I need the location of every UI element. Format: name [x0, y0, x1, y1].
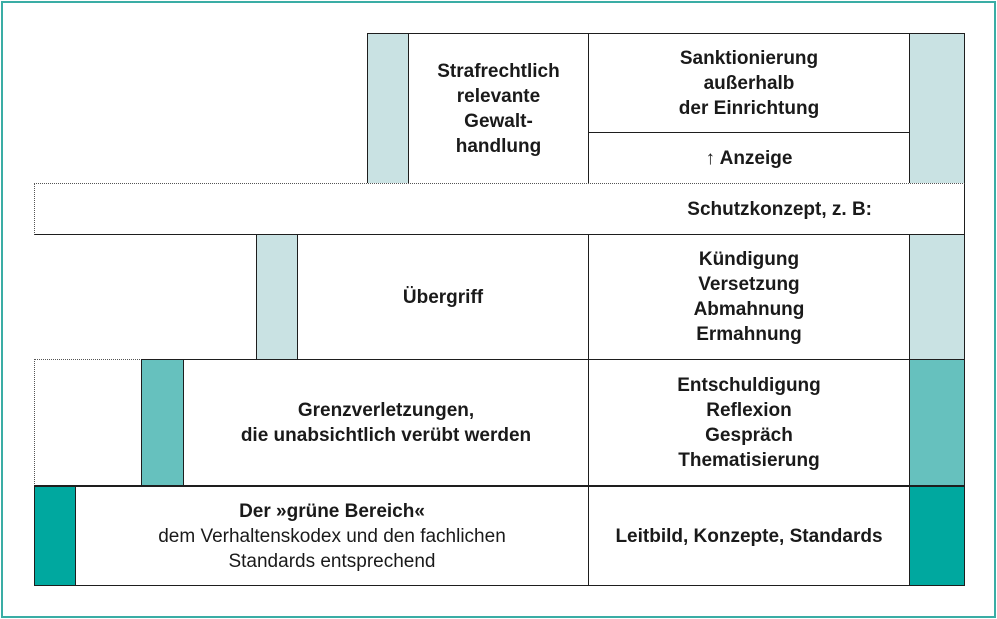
level4-offense-line: Strafrechtlich [437, 60, 560, 82]
green-zone-line: Standards entsprechend [228, 550, 436, 572]
protection-concept-label: Schutzkonzept, z. B: [687, 198, 872, 220]
level3-consequence-line: Kündigung [698, 249, 800, 270]
level2-boundary-line: Grenzverletzungen, [297, 399, 475, 421]
level1-green-zone-cell [75, 485, 589, 586]
level3-right-color-bar [909, 234, 965, 360]
level1-standards-cell [588, 485, 910, 586]
level1-right-color-bar [909, 485, 965, 586]
green-zone-line: dem Verhaltenskodex und den fachlichen [158, 525, 506, 547]
level2-boundary-cell [183, 359, 589, 486]
level2-dotted-left [34, 359, 35, 486]
level4-sanction-line: außerhalb [703, 72, 795, 94]
level4-report-cell [588, 132, 910, 184]
assault-label: Übergriff [402, 286, 484, 308]
level3-consequence-line: Abmahnung [693, 299, 805, 320]
protection-concept-row [34, 183, 965, 235]
green-zone-title: Der »grüne Bereich« [239, 500, 425, 522]
level4-sanction-line: Sanktionierung [679, 47, 819, 69]
level3-assault-cell [297, 234, 589, 360]
level4-offense-line: relevante [456, 85, 541, 107]
level4-left-color-bar [367, 33, 409, 184]
level4-offense-line: Gewalt- [464, 110, 533, 132]
level4-offense-cell [408, 33, 589, 184]
level2-response-line: Reflexion [706, 399, 792, 421]
level1-left-color-bar [34, 485, 76, 586]
report-label: ↑ Anzeige [705, 147, 793, 169]
level3-consequence-line: Versetzung [698, 274, 800, 295]
level2-right-color-bar [909, 359, 965, 486]
level3-consequence-cell [588, 234, 910, 360]
level2-dotted-top [34, 359, 142, 360]
level4-offense-line: handlung [455, 135, 542, 157]
level4-sanction-line: der Einrichtung [678, 97, 820, 119]
level4-sanction-cell [588, 33, 910, 133]
level2-response-line: Entschuldigung [677, 374, 821, 396]
standards-label: Leitbild, Konzepte, Standards [615, 525, 883, 547]
level3-consequence-line: Ermahnung [696, 324, 802, 345]
level2-response-line: Gespräch [705, 424, 793, 446]
level4-right-color-bar [909, 33, 965, 184]
level2-response-cell [588, 359, 910, 486]
level2-response-line: Thematisierung [678, 449, 820, 471]
level2-boundary-line: die unabsichtlich verübt werden [240, 424, 532, 446]
level2-left-color-bar [141, 359, 184, 486]
level3-left-color-bar [256, 234, 298, 360]
